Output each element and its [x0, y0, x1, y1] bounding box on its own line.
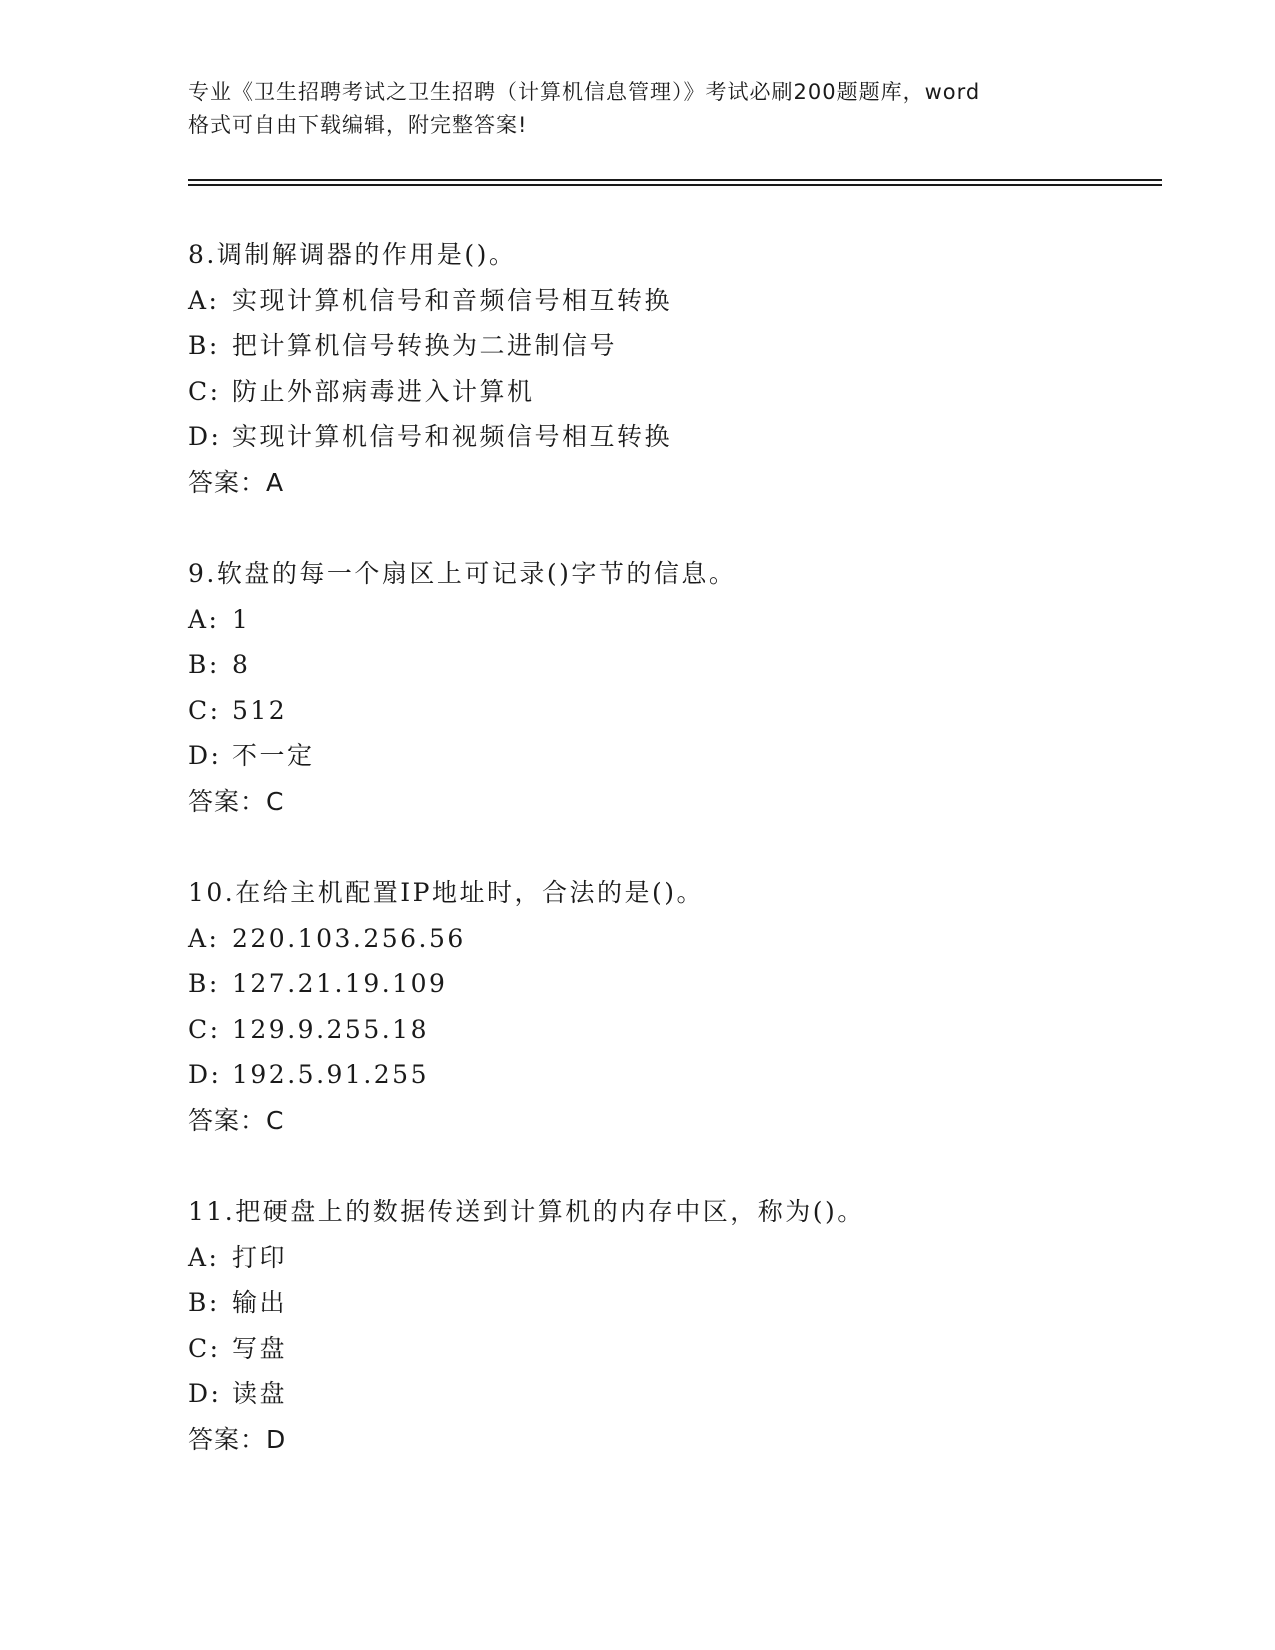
question-stem: 9.软盘的每一个扇区上可记录()字节的信息。 [188, 559, 737, 588]
header-divider-bottom [188, 184, 1162, 186]
option-c [188, 1326, 1158, 1372]
option-text: 127.21.19.109 [232, 969, 448, 999]
option-text: 读盘 [232, 1379, 288, 1409]
option-text: 192.5.91.255 [232, 1060, 429, 1090]
option-text: 不一定 [232, 741, 315, 771]
option-text: 防止外部病毒进入计算机 [232, 376, 535, 406]
option-b [188, 1280, 1158, 1326]
header-title-line-1: 专业《卫生招聘考试之卫生招聘（计算机信息管理）》考试必刷200题题库，word [188, 80, 981, 104]
header-divider-top [188, 179, 1162, 181]
option-key: A: [188, 1242, 220, 1272]
option-key: B: [188, 969, 220, 999]
option-d [188, 414, 1158, 460]
option-key: B: [188, 650, 220, 680]
option-text: 1 [232, 604, 251, 634]
question-item [188, 551, 1158, 825]
option-a [188, 1235, 1158, 1281]
answer-line: 答案：C [188, 786, 285, 816]
option-c [188, 688, 1158, 734]
option-text: 实现计算机信号和音频信号相互转换 [232, 285, 673, 315]
option-a [188, 916, 1158, 962]
question-stem: 11.把硬盘上的数据传送到计算机的内存中区，称为()。 [188, 1197, 865, 1226]
option-key: C: [188, 695, 221, 725]
question-stem: 8.调制解调器的作用是()。 [188, 240, 517, 269]
header-title-line-2: 格式可自由下载编辑，附完整答案! [188, 113, 528, 137]
option-key: D: [188, 1379, 222, 1409]
option-key: C: [188, 376, 221, 406]
document-header [188, 76, 1098, 142]
answer-line: 答案：C [188, 1105, 285, 1135]
answer-line: 答案：D [188, 1424, 287, 1454]
option-key: B: [188, 1288, 220, 1318]
option-b [188, 642, 1158, 688]
question-stem: 10.在给主机配置IP地址时，合法的是()。 [188, 878, 704, 907]
option-text: 输出 [232, 1288, 288, 1318]
option-key: A: [188, 604, 220, 634]
question-item [188, 232, 1158, 506]
option-text: 512 [232, 695, 288, 725]
option-d [188, 1371, 1158, 1417]
option-key: D: [188, 1060, 222, 1090]
option-key: B: [188, 331, 220, 361]
option-b [188, 961, 1158, 1007]
option-a [188, 597, 1158, 643]
option-key: C: [188, 1014, 221, 1044]
option-key: D: [188, 741, 222, 771]
option-c [188, 369, 1158, 415]
option-a [188, 278, 1158, 324]
option-b [188, 323, 1158, 369]
option-d [188, 1052, 1158, 1098]
option-key: D: [188, 422, 222, 452]
option-key: A: [188, 285, 220, 315]
option-key: A: [188, 923, 220, 953]
option-c [188, 1007, 1158, 1053]
option-text: 129.9.255.18 [232, 1014, 429, 1044]
option-text: 220.103.256.56 [232, 923, 466, 953]
option-text: 打印 [232, 1242, 288, 1272]
option-text: 实现计算机信号和视频信号相互转换 [232, 422, 673, 452]
question-item [188, 1189, 1158, 1463]
question-item [188, 870, 1158, 1144]
option-key: C: [188, 1333, 221, 1363]
option-text: 写盘 [232, 1333, 288, 1363]
option-d [188, 733, 1158, 779]
answer-line: 答案：A [188, 467, 285, 497]
option-text: 把计算机信号转换为二进制信号 [232, 331, 618, 361]
option-text: 8 [232, 650, 251, 680]
